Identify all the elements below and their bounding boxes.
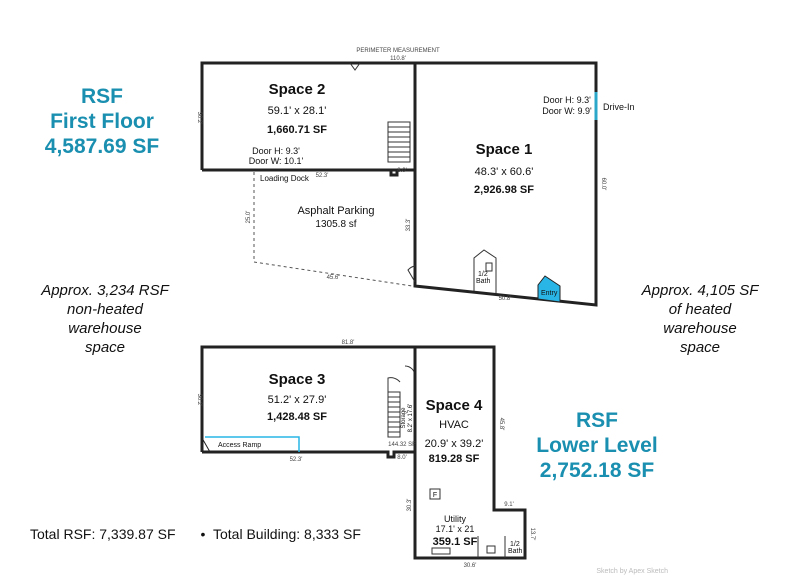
dim-utility-bottom: 30.6' — [463, 563, 477, 569]
utility-fixture — [432, 548, 450, 554]
dim-top-first: 110.8' — [390, 56, 406, 62]
dim-left-lower: 30.2' — [196, 393, 202, 407]
space2-dims: 59.1' x 28.1' — [267, 105, 327, 117]
utility-dims: 17.1' x 21 — [435, 524, 475, 534]
space2-area: 1,660.71 SF — [267, 124, 327, 136]
space3-area: 1,428.48 SF — [267, 411, 327, 423]
note-right-4: space — [679, 339, 721, 356]
totals-bullet: • — [200, 526, 206, 542]
dim-parking-bottom: 45.6' — [326, 275, 340, 281]
parking-name: Asphalt Parking — [297, 205, 375, 217]
door-space1-h: Door H: 9.3' — [543, 95, 591, 105]
note-left-4: space — [84, 339, 126, 356]
note-right — [641, 282, 760, 356]
storage-line1: Storage — [401, 407, 407, 429]
drivein-label: Drive-In — [603, 102, 635, 112]
dim-top-lower: 81.8' — [341, 340, 355, 346]
bath-upper-fixture — [486, 263, 492, 271]
space3-bottom-wall — [202, 452, 415, 457]
note-left — [40, 282, 169, 356]
storage-area: 144.32 SF — [388, 442, 416, 448]
lower-level-heading-3: 2,752.18 SF — [539, 459, 655, 482]
dim-loading-dock: 52.3' — [315, 173, 329, 179]
stairs-upper — [388, 122, 410, 162]
parking-area: 1305.8 sf — [315, 219, 357, 230]
f-marker: F — [432, 492, 438, 499]
note-left-3: warehouse — [68, 320, 142, 337]
watermark: Sketch by Apex Sketch — [596, 568, 668, 575]
note-left-2: non-heated — [67, 301, 143, 318]
note-left-1: Approx. 3,234 RSF — [41, 282, 169, 299]
dim-notch: 9.1' — [504, 502, 514, 508]
space1-area: 2,926.98 SF — [474, 184, 534, 196]
door-arc-space3 — [388, 378, 400, 392]
first-floor-rsf — [45, 85, 160, 158]
dim-right-lower: 45.8' — [498, 417, 504, 431]
loading-dock-label: Loading Dock — [260, 174, 309, 183]
storage-line2: 8.2' x 17.6' — [408, 403, 414, 433]
lower-level-heading-1: RSF — [576, 409, 618, 432]
door-space2-h: Door H: 9.3' — [252, 146, 300, 156]
stairs-lower — [388, 392, 400, 437]
dim-right-first: 60.0' — [600, 177, 606, 191]
bath-upper-line2: Bath — [476, 278, 491, 285]
bath-lower-fixture — [487, 546, 495, 553]
total-rsf: Total RSF: 7,339.87 SF — [30, 526, 176, 542]
space1-dims: 48.3' x 60.6' — [474, 166, 534, 178]
lower-level-heading-2: Lower Level — [536, 434, 658, 457]
door-space1-w: Door W: 9.9' — [542, 106, 592, 116]
dim-step-lower: 8.0' — [397, 455, 407, 461]
dim-left-first: 30.2' — [196, 111, 202, 125]
note-right-2: of heated — [668, 301, 732, 318]
dim-step-upper: 8.0' — [397, 168, 407, 174]
lower-level-rsf — [536, 409, 657, 482]
utility-name: Utility — [444, 514, 466, 524]
entry-door — [538, 276, 560, 302]
first-floor-heading-3: 4,587.69 SF — [44, 135, 160, 158]
bath-lower-line1: 1/2 — [510, 541, 520, 548]
dim-utility-right: 13.7' — [529, 527, 535, 541]
dim-parking-left: 25.0' — [246, 210, 252, 224]
note-right-1: Approx. 4,105 SF — [641, 282, 759, 299]
door-space2-w: Door W: 10.1' — [248, 156, 304, 166]
space2-name: Space 2 — [268, 81, 326, 98]
space4-area: 819.28 SF — [428, 453, 480, 465]
entry-label: Entry — [541, 290, 558, 297]
access-ramp-label: Access Ramp — [218, 442, 262, 449]
perimeter-label: PERIMETER MEASUREMENT — [356, 48, 440, 54]
space2-walls — [202, 63, 415, 175]
space4-sub: HVAC — [439, 419, 469, 431]
first-floor-heading-2: First Floor — [50, 110, 154, 133]
space3-dims: 51.2' x 27.9' — [267, 394, 327, 406]
utility-area: 359.1 SF — [432, 536, 478, 548]
space4-dims: 20.9' x 39.2' — [424, 438, 484, 450]
dim-bottom-space1: 50.8' — [498, 296, 512, 302]
dim-utility-left: 30.3' — [407, 498, 413, 512]
space3-name: Space 3 — [268, 371, 326, 388]
first-floor-heading-1: RSF — [81, 85, 123, 108]
bath-lower-line2: Bath — [508, 548, 523, 555]
dim-parking-right: 33.3' — [406, 218, 412, 232]
space1-name: Space 1 — [475, 141, 533, 158]
note-right-3: warehouse — [663, 320, 737, 337]
bath-upper-line1: 1/2 — [478, 271, 488, 278]
space4-name: Space 4 — [425, 397, 483, 414]
total-building: Total Building: 8,333 SF — [213, 526, 361, 542]
dim-bottom-space3: 52.3' — [289, 457, 303, 463]
